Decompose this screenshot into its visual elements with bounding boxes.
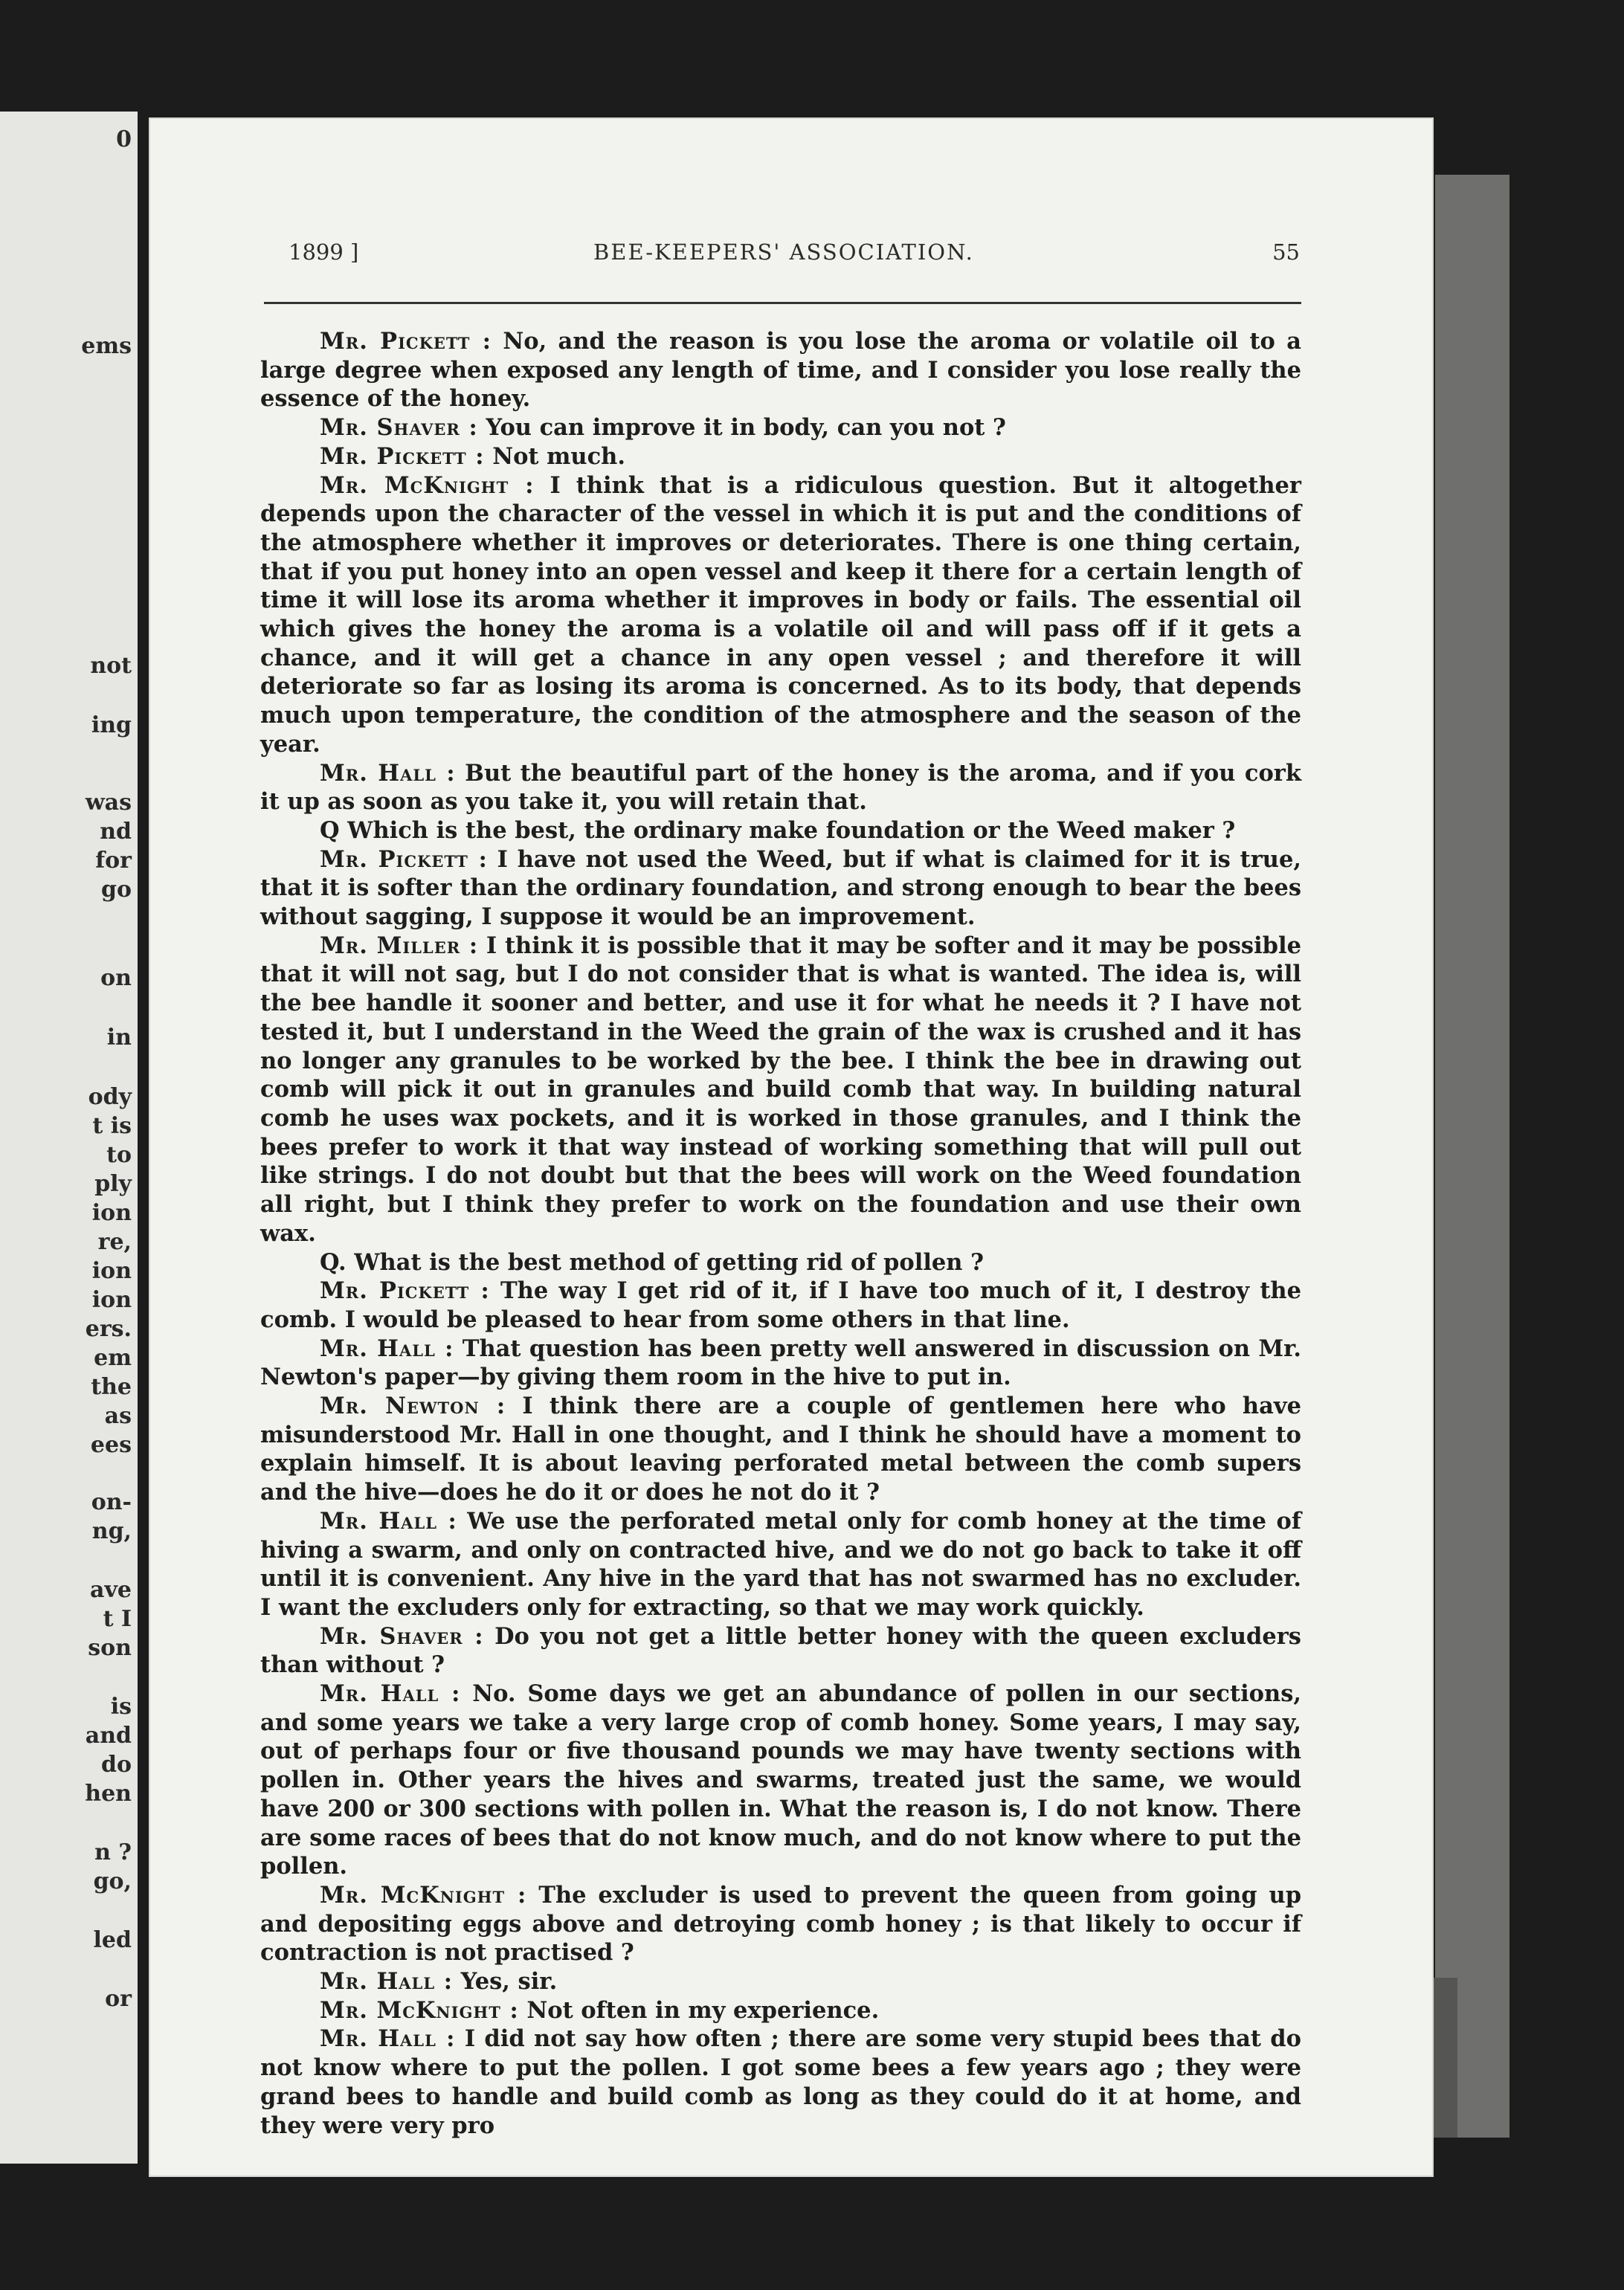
previous-page-text-fragment: go,: [93, 1868, 132, 1894]
speaker-name: Mr. McKnight :: [320, 1996, 519, 2024]
previous-page-text-fragment: ng,: [91, 1518, 132, 1544]
paragraph-text: Do you not get a little better honey with the queen excluders than without ?: [260, 1622, 1301, 1679]
speaker-name: Mr. Hall :: [320, 759, 456, 787]
previous-page-text-fragment: was: [85, 790, 132, 816]
previous-page-text-fragment: t is: [92, 1113, 132, 1139]
previous-page-text-fragment: led: [93, 1927, 132, 1953]
previous-page-text-fragment: the: [91, 1374, 132, 1400]
speaker-name: Mr. Miller :: [320, 932, 479, 959]
paragraph-text: Yes, sir.: [460, 1968, 558, 1996]
previous-page-text-fragment: 0: [116, 126, 132, 152]
previous-page-text-fragment: not: [90, 653, 132, 679]
paragraph: [260, 1996, 1301, 2025]
paragraph: [260, 1622, 1301, 1680]
header-year: 1899 ]: [289, 239, 359, 265]
paragraph-text: But the beautiful part of the honey is the aroma, and if you cork it up as soon as you take it, you will retain that.: [260, 759, 1301, 816]
paragraph-text: We use the perforated metal only for comb honey at the time of hiving a swarm, and only on contracted hive, and we do not go back to take it off until it is convenient. Any hive in the yard that has not swarmed has no excluder. I want the excluders only for extracting, so that we may work quickly.: [260, 1507, 1301, 1621]
paragraph-text: I think it is possible that it may be softer and it may be possible that it will not sag, but I do not consider that is what is wanted. The idea is, will the bee handle it sooner and better, and use it for what he needs it ? I have not tested it, but I understand in the Weed the grain of the wax is crushed and it has no longer any granules to be worked by the bee. I think the bee in drawing out comb will pick it out in granules and build comb that way. In building natural comb he uses wax pockets, and it is worked in those granules, and I think the bees prefer to work it that way instead of working something that will pull out like strings. I do not doubt but that the bees will work on the Weed foundation all right, but I think they prefer to work on the foundation and use their own wax.: [260, 932, 1301, 1247]
speaker-name: Mr. Hall :: [320, 1335, 454, 1362]
previous-page-text-fragment: nd: [100, 819, 132, 845]
paragraph: [260, 413, 1301, 442]
paragraph: [260, 327, 1301, 413]
paragraph-text: That question has been pretty well answered in discussion on Mr. Newton's paper—by giving them room in the hive to put in.: [260, 1335, 1301, 1391]
previous-page-text-fragment: em: [94, 1345, 132, 1371]
running-header: [289, 239, 1300, 275]
previous-page-text-fragment: do: [101, 1752, 132, 1778]
previous-page-edge: [0, 112, 138, 2164]
paragraph: [260, 1881, 1301, 1967]
previous-page-text-fragment: ion: [91, 1287, 132, 1313]
previous-page-text-fragment: ion: [91, 1200, 132, 1226]
paragraph-text: Q Which is the best, the ordinary make foundation or the Weed maker ?: [320, 816, 1236, 844]
previous-page-text-fragment: hen: [85, 1781, 132, 1807]
paragraph-text: I think there are a couple of gentlemen here who have misunderstood Mr. Hall in one thought, and I think he should have a moment to explain himself. It is about leaving perforated metal between the comb supers and the hive—does he do it or does he not do it ?: [260, 1393, 1301, 1506]
paragraph: [260, 1392, 1301, 1507]
previous-page-text-fragment: t I: [103, 1606, 132, 1632]
speaker-name: Mr. McKnight :: [320, 1881, 527, 1909]
previous-page-text-fragment: as: [104, 1403, 132, 1429]
header-rule: [264, 302, 1301, 304]
paragraph-text: I think that is a ridiculous question. But it altogether depends upon the character of the vessel in which it is put and the conditions of the atmosphere whether it improves or deteriorates. There is one thing certain, that if you put honey into an open vessel and keep it there for a certain length of time it will lose its aroma whether it improves in body or fails. The essential oil which gives the honey the aroma is a volatile oil and will pass off if it gets a chance, and it will get a chance in any open vessel ; and therefore it will deteriorate so far as losing its aroma is concerned. As to its body, that depends much upon temperature, the condition of the atmosphere and the season of the year.: [260, 471, 1301, 758]
body-text: [260, 327, 1301, 2140]
speaker-name: Mr. Hall :: [320, 2025, 456, 2053]
previous-page-text-fragment: re,: [97, 1229, 132, 1255]
speaker-name: Mr. Newton :: [320, 1393, 506, 1420]
paragraph: [260, 1335, 1301, 1392]
previous-page-text-fragment: ave: [90, 1577, 132, 1603]
paragraph: [260, 442, 1301, 471]
paragraph: [260, 845, 1301, 932]
previous-page-text-fragment: is: [110, 1694, 132, 1720]
paragraph: [260, 1967, 1301, 1996]
previous-page-text-fragment: ion: [91, 1258, 132, 1284]
previous-page-text-fragment: to: [106, 1142, 132, 1168]
previous-page-text-fragment: ody: [88, 1084, 132, 1110]
speaker-name: Mr. Pickett :: [320, 328, 492, 355]
previous-page-text-fragment: in: [106, 1025, 132, 1051]
previous-page-text-fragment: n ?: [94, 1839, 132, 1865]
paragraph: [260, 816, 1301, 845]
speaker-name: Mr. Shaver :: [320, 1622, 484, 1650]
paragraph-text: I did not say how often ; there are some very stupid bees that do not know where to put the pollen. I got some bees a few years ago ; they were grand bees to handle and build comb as long as they could do it at home, and they were very pro: [260, 2025, 1301, 2139]
paragraph: [260, 759, 1301, 816]
previous-page-text-fragment: ply: [94, 1171, 132, 1197]
paragraph: [260, 2025, 1301, 2140]
paragraph-text: You can improve it in body, can you not ?: [486, 414, 1006, 442]
previous-page-text-fragment: ees: [90, 1432, 132, 1458]
speaker-name: Mr. Pickett :: [320, 442, 485, 470]
paragraph-text: No, and the reason is you lose the aroma or volatile oil to a large degree when exposed any length of time, and I consider you lose really the essence of the honey.: [260, 328, 1301, 413]
previous-page-text-fragment: son: [88, 1635, 132, 1661]
page-stack-shadow: [1435, 175, 1509, 2138]
speaker-name: Mr. Pickett :: [320, 1277, 490, 1305]
speaker-name: Mr. Hall :: [320, 1507, 457, 1535]
paragraph: [260, 1680, 1301, 1881]
previous-page-text-fragment: go: [101, 877, 132, 903]
paragraph: [260, 932, 1301, 1248]
previous-page-text-fragment: on-: [91, 1489, 132, 1515]
previous-page-text-fragment: ers.: [85, 1316, 132, 1342]
previous-page-text-fragment: and: [85, 1723, 132, 1749]
paragraph-text: Q. What is the best method of getting rid of pollen ?: [320, 1248, 984, 1276]
speaker-name: Mr. Shaver :: [320, 414, 478, 442]
page-number: 55: [1272, 239, 1300, 265]
speaker-name: Mr. McKnight :: [320, 471, 535, 499]
paragraph-text: No. Some days we get an abundance of pollen in our sections, and some years we take a very large crop of comb honey. Some years, I may say, out of perhaps four or five thousand pounds we may have twenty sections with pollen in. Other years the hives and swarms, treated just the same, we would have 200 or 300 sections with pollen in. What the reason is, I do not know. There are some races of bees that do not know much, and do not know where to put the pollen.: [260, 1680, 1301, 1880]
paragraph-text: I have not used the Weed, but if what is claimed for it is true, that it is softer than the ordinary foundation, and strong enough to bear the bees without sagging, I suppose it would be an improvement.: [260, 845, 1301, 931]
paragraph-text: The way I get rid of it, if I have too much of it, I destroy the comb. I would be pleased to hear from some others in that line.: [260, 1277, 1301, 1333]
paragraph-text: The excluder is used to prevent the queen from going up and depositing eggs above and detroying comb honey ; is that likely to occur if contraction is not practised ?: [260, 1881, 1302, 1967]
speaker-name: Mr. Hall :: [320, 1968, 453, 1996]
previous-page-text-fragment: ing: [91, 712, 132, 738]
paragraph: [260, 1248, 1301, 1277]
speaker-name: Mr. Pickett :: [320, 845, 488, 873]
previous-page-text-fragment: ems: [81, 333, 132, 359]
paragraph: [260, 471, 1301, 759]
header-title: BEE-KEEPERS' ASSOCIATION.: [593, 239, 974, 265]
paragraph: [260, 1507, 1301, 1622]
speaker-name: Mr. Hall :: [320, 1680, 461, 1708]
paragraph-text: Not often in my experience.: [526, 1996, 880, 2024]
previous-page-text-fragment: or: [105, 1986, 132, 2012]
paragraph-text: Not much.: [492, 442, 625, 470]
previous-page-text-fragment: for: [95, 848, 132, 874]
previous-page-text-fragment: on: [100, 965, 132, 991]
paragraph: [260, 1277, 1301, 1334]
